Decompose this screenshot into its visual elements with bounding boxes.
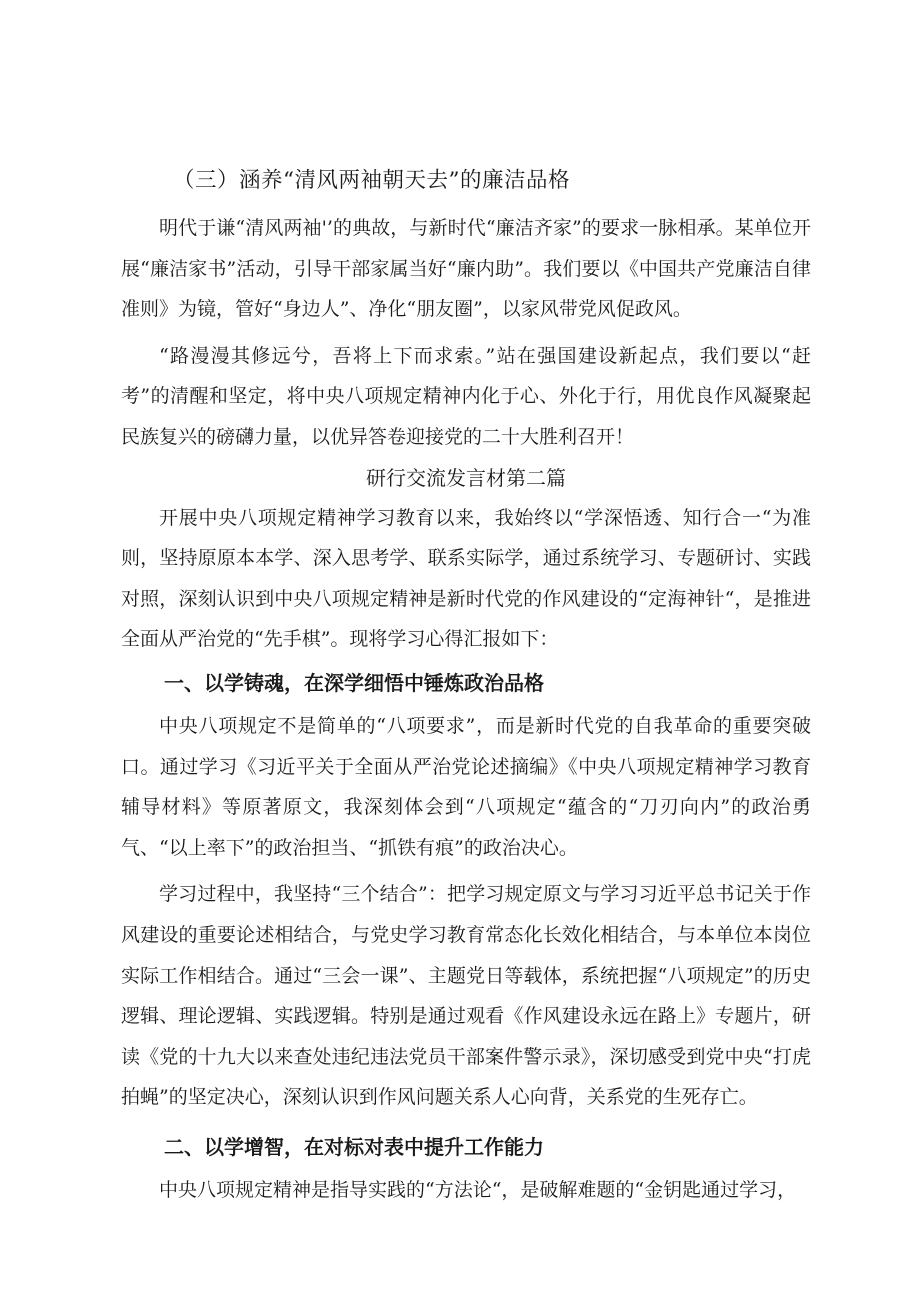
section-subheading: （三）涵养“清风两袖朝天去”的廉洁品格 [173, 168, 570, 193]
section-heading-2: 二、以学增智，在对标对表中提升工作能力 [164, 1134, 544, 1159]
body-paragraph: “路漫漫其修远兮，吾将上下而求索。”站在强国建设新起点，我们要以“赶考”的清醒和坚定，将中央八项规定精神内化于心、外化于行，用优良作风凝聚起民族复兴的磅礴力量，以优异答卷迎接党的二十大胜利召开！ [121, 344, 811, 448]
article-title: 研行交流发言材第二篇 [366, 465, 566, 490]
body-paragraph: 中央八项规定精神是指导实践的“方法论“，是破解难题的“金钥匙通过学习， [159, 1178, 797, 1201]
body-paragraph: 明代于谦“清风两袖'’的典故，与新时代“廉洁齐家”的要求一脉相承。某单位开展“廉洁家书”活动，引导干部家属当好“廉内助”。我们要以《中国共产党廉洁自律准则》为镜，管好“身边人”、净化“朋友圈”，以家风带党风促政风。 [121, 217, 811, 321]
body-paragraph: 学习过程中，我坚持“三个结合”：把学习规定原文与学习习近平总书记关于作风建设的重要论述相结合，与党史学习教育常态化长效化相结合，与本单位本岗位实际工作相结合。通过“三会一课”、主题党日等载体，系统把握“八项规定”的历史逻辑、理论逻辑、实践逻辑。特别是通过观看《作风建设永远在路上》专题片，研读《党的十九大以来查处违纪违法党员干部案件警示录》，深切感受到党中央“打虎拍蝇”的坚定决心，深刻认识到作风问题关系人心向背，关系党的生死存亡。 [121, 883, 811, 1109]
section-heading-1: 一、以学铸魂，在深学细悟中锤炼政治品格 [164, 670, 544, 695]
intro-paragraph: 开展中央八项规定精神学习教育以来，我始终以“学深悟透、知行合一“为准则，坚持原原本本学、深入思考学、联系实际学，通过系统学习、专题研讨、实践对照，深刻认识到中央八项规定精神是新时代党的作风建设的“定海神针“，是推进全面从严治党的“先手棋”。现将学习心得汇报如下： [121, 506, 811, 651]
document-body [121, 160, 811, 1210]
body-paragraph: 中央八项规定不是简单的“八项要求”，而是新时代党的自我革命的重要突破口。通过学习《习近平关于全面从严治党论述摘编》《中央八项规定精神学习教育辅导材料》等原著原文，我深刻体会到“八项规定“蕴含的“刀刃向内”的政治勇气、“以上率下”的政治担当、“抓铁有痕”的政治决心。 [121, 714, 811, 859]
